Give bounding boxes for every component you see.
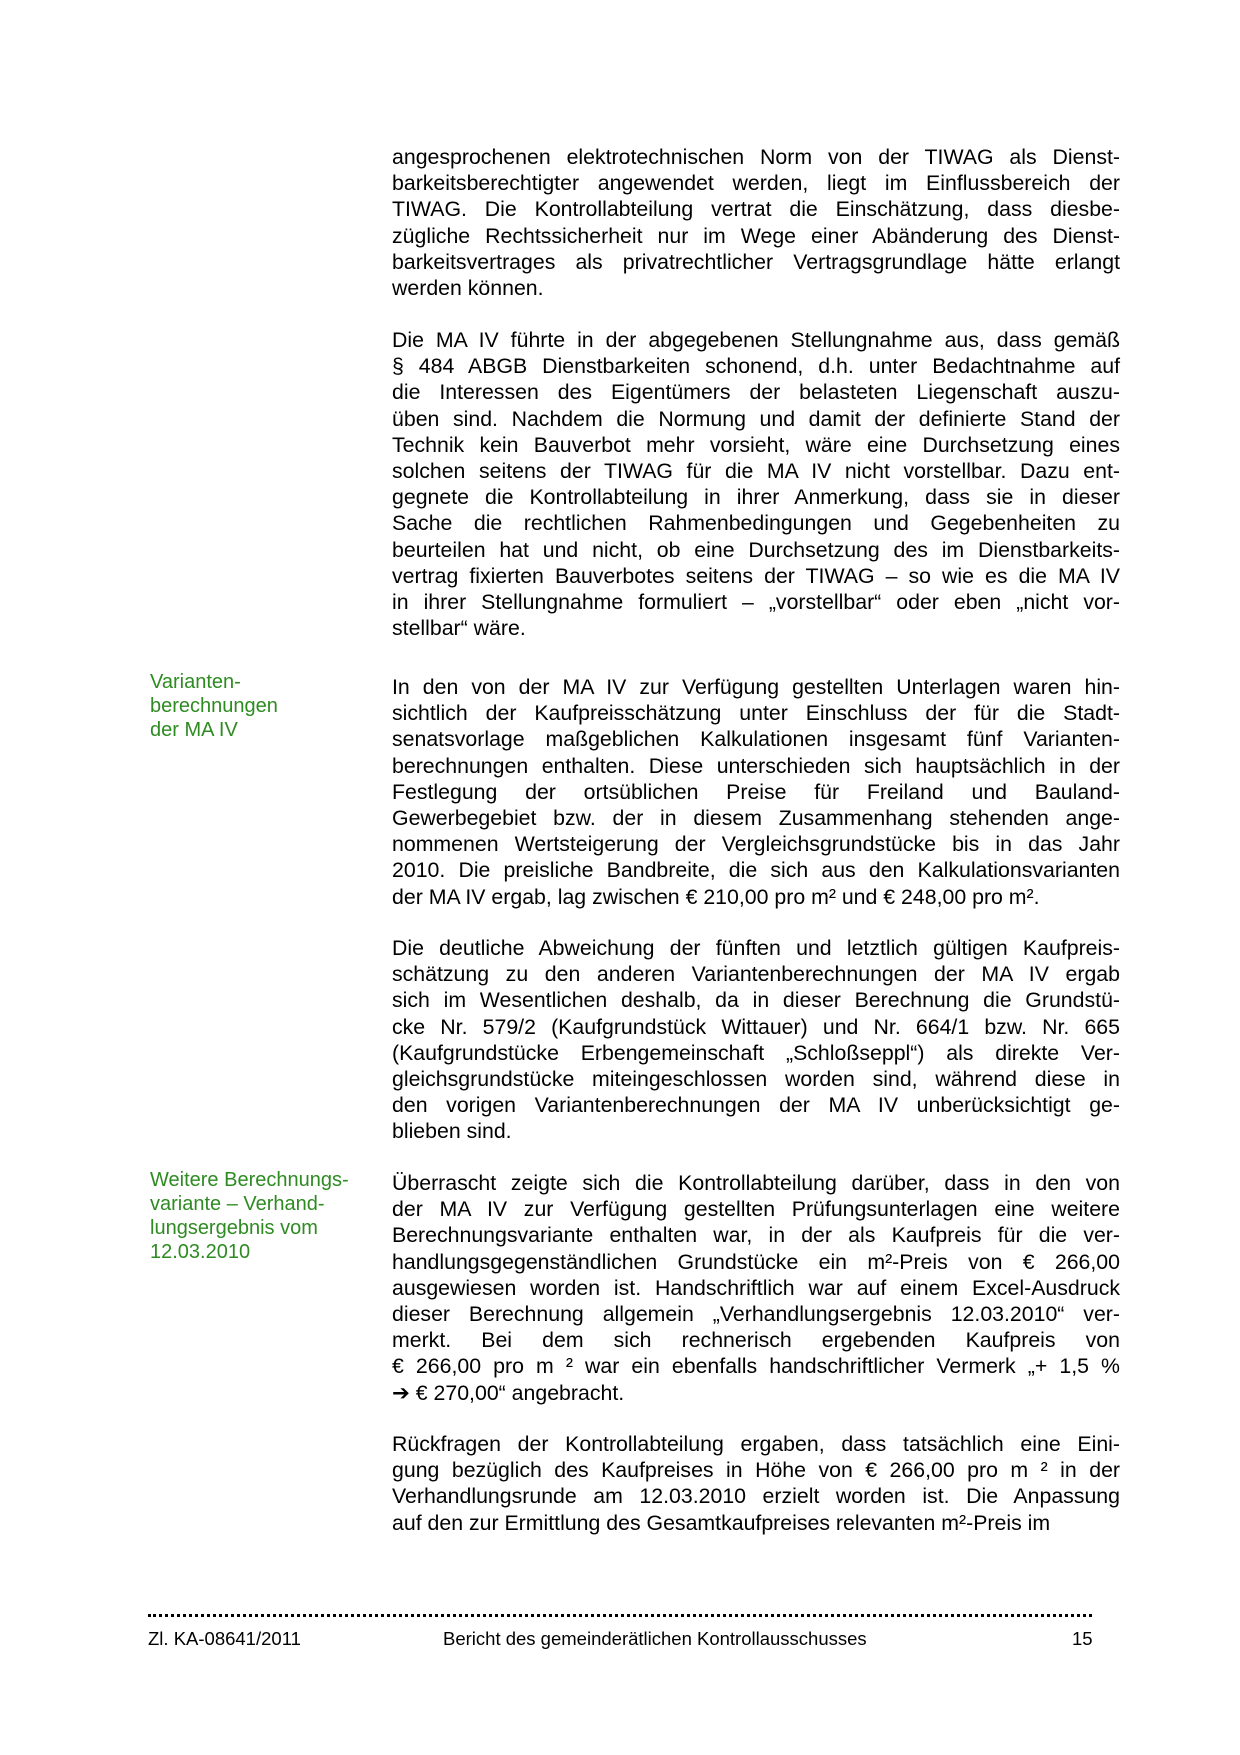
text-line: Sache die rechtlichen Rahmenbedingungen und Gegebenheiten zu [392,511,1120,536]
text-line: cke Nr. 579/2 (Kaufgrundstück Wittauer) und Nr. 664/1 bzw. Nr. 665 [392,1014,1120,1039]
text-line: vertrag fixierten Bauverbotes seitens der TIWAG – so wie es die MA IV [392,563,1120,588]
text-line: dieser Berechnung allgemein „Verhandlungsergebnis 12.03.2010“ ver- [392,1302,1120,1327]
text-line: angesprochenen elektrotechnischen Norm von der TIWAG als Dienst- [392,145,1120,169]
footer-divider [148,1614,1092,1617]
margin-note-weitere-berechnungsvariante [150,1168,370,1264]
text-line: gung bezüglich des Kaufpreises in Höhe von € 266,00 pro m ² in der [392,1458,1120,1483]
text-line: die Interessen des Eigentümers der belasteten Liegenschaft auszu- [392,380,1120,405]
text-line: Gewerbegebiet bzw. der in diesem Zusammenhang stehenden ange- [392,806,1120,831]
text-line: Berechnungsvariante enthalten war, in der als Kaufpreis für die ver- [392,1223,1120,1248]
paragraph-2 [392,327,1120,641]
margin-note-line: Weitere Berechnungs- [150,1169,349,1191]
text-line: merkt. Bei dem sich rechnerisch ergebenden Kaufpreis von [392,1328,1120,1353]
margin-note-line: Varianten- [150,671,241,693]
text-line: der MA IV zur Verfügung gestellten Prüfungsunterlagen eine weitere [392,1197,1120,1222]
text-line: Überrascht zeigte sich die Kontrollabteilung darüber, dass in den von [392,1171,1120,1195]
text-line: senatsvorlage maßgeblichen Kalkulationen insgesamt fünf Varianten- [392,727,1120,752]
margin-note-line: der MA IV [150,719,238,741]
text-line: Technik kein Bauverbot mehr vorsieht, wäre eine Durchsetzung eines [392,432,1120,457]
text-line: € 266,00 pro m ² war ein ebenfalls handschriftlicher Vermerk „+ 1,5 % [392,1354,1120,1379]
text-line: in ihrer Stellungnahme formuliert – „vorstellbar“ oder eben „nicht vor- [392,590,1120,615]
text-line: In den von der MA IV zur Verfügung gestellten Unterlagen waren hin- [392,675,1120,699]
paragraph-1 [392,144,1120,301]
text-line: 2010. Die preisliche Bandbreite, die sich aus den Kalkulationsvarianten [392,858,1120,883]
paragraph-6 [392,1431,1120,1536]
text-line: Die deutliche Abweichung der fünften und letztlich gültigen Kaufpreis- [392,936,1120,960]
text-line: solchen seitens der TIWAG für die MA IV nicht vorstellbar. Dazu ent- [392,459,1120,484]
margin-note-line: 12.03.2010 [150,1241,251,1263]
text-line: Rückfragen der Kontrollabteilung ergaben, dass tatsächlich eine Eini- [392,1432,1120,1456]
text-line: blieben sind. [392,1119,512,1144]
text-line: der MA IV ergab, lag zwischen € 210,00 pro m² und € 248,00 pro m². [392,884,1040,909]
text-line: ➔ € 270,00“ angebracht. [392,1380,625,1405]
text-line: zügliche Rechtssicherheit nur im Wege einer Abänderung des Dienst- [392,223,1120,248]
text-line: Verhandlungsrunde am 12.03.2010 erzielt worden ist. Die Anpassung [392,1484,1120,1509]
footer-reference: Zl. KA-08641/2011 [148,1628,301,1649]
paragraph-4 [392,935,1120,1145]
text-line: gegnete die Kontrollabteilung in ihrer Anmerkung, dass sie in dieser [392,485,1120,510]
paragraph-5 [392,1170,1120,1406]
margin-note-line: berechnungen [150,695,278,717]
margin-note-line: variante – Verhand- [150,1193,325,1215]
margin-note-line: lungsergebnis vom [150,1217,318,1239]
text-line: berechnungen enthalten. Diese unterschieden sich hauptsächlich in der [392,753,1120,778]
text-line: sich im Wesentlichen deshalb, da in dieser Berechnung die Grundstü- [392,988,1120,1013]
text-line: § 484 ABGB Dienstbarkeiten schonend, d.h. unter Bedachtnahme auf [392,354,1120,379]
page-number: 15 [1072,1628,1093,1649]
margin-note-variantenberechnungen [150,670,370,742]
text-line: handlungsgegenständlichen Grundstücke ein m²-Preis von € 266,00 [392,1249,1120,1274]
footer-title: Bericht des gemeinderätlichen Kontrollausschusses [443,1628,867,1649]
text-line: schätzung zu den anderen Variantenberechnungen der MA IV ergab [392,962,1120,987]
text-line: Festlegung der ortsüblichen Preise für Freiland und Bauland- [392,779,1120,804]
paragraph-3 [392,674,1120,910]
text-line: nommenen Wertsteigerung der Vergleichsgrundstücke bis in das Jahr [392,832,1120,857]
text-line: ausgewiesen worden ist. Handschriftlich war auf einem Excel-Ausdruck [392,1275,1120,1300]
text-line: beurteilen hat und nicht, ob eine Durchsetzung des im Dienstbarkeits- [392,537,1120,562]
text-line: stellbar“ wäre. [392,616,526,641]
text-line: werden können. [392,276,544,301]
text-line: üben sind. Nachdem die Normung und damit der definierte Stand der [392,406,1120,431]
text-line: barkeitsberechtigter angewendet werden, liegt im Einflussbereich der [392,171,1120,196]
text-line: barkeitsvertrages als privatrechtlicher Vertragsgrundlage hätte erlangt [392,249,1120,274]
text-line: (Kaufgrundstücke Erbengemeinschaft „Schloßseppl“) als direkte Ver- [392,1040,1120,1065]
text-line: den vorigen Variantenberechnungen der MA IV unberücksichtigt ge- [392,1093,1120,1118]
text-line: auf den zur Ermittlung des Gesamtkaufpreises relevanten m²-Preis im [392,1510,1051,1535]
text-line: Die MA IV führte in der abgegebenen Stellungnahme aus, dass gemäß [392,328,1120,352]
text-line: TIWAG. Die Kontrollabteilung vertrat die Einschätzung, dass diesbe- [392,197,1120,222]
text-line: gleichsgrundstücke miteingeschlossen worden sind, während diese in [392,1067,1120,1092]
text-line: sichtlich der Kaufpreisschätzung unter Einschluss der für die Stadt- [392,701,1120,726]
